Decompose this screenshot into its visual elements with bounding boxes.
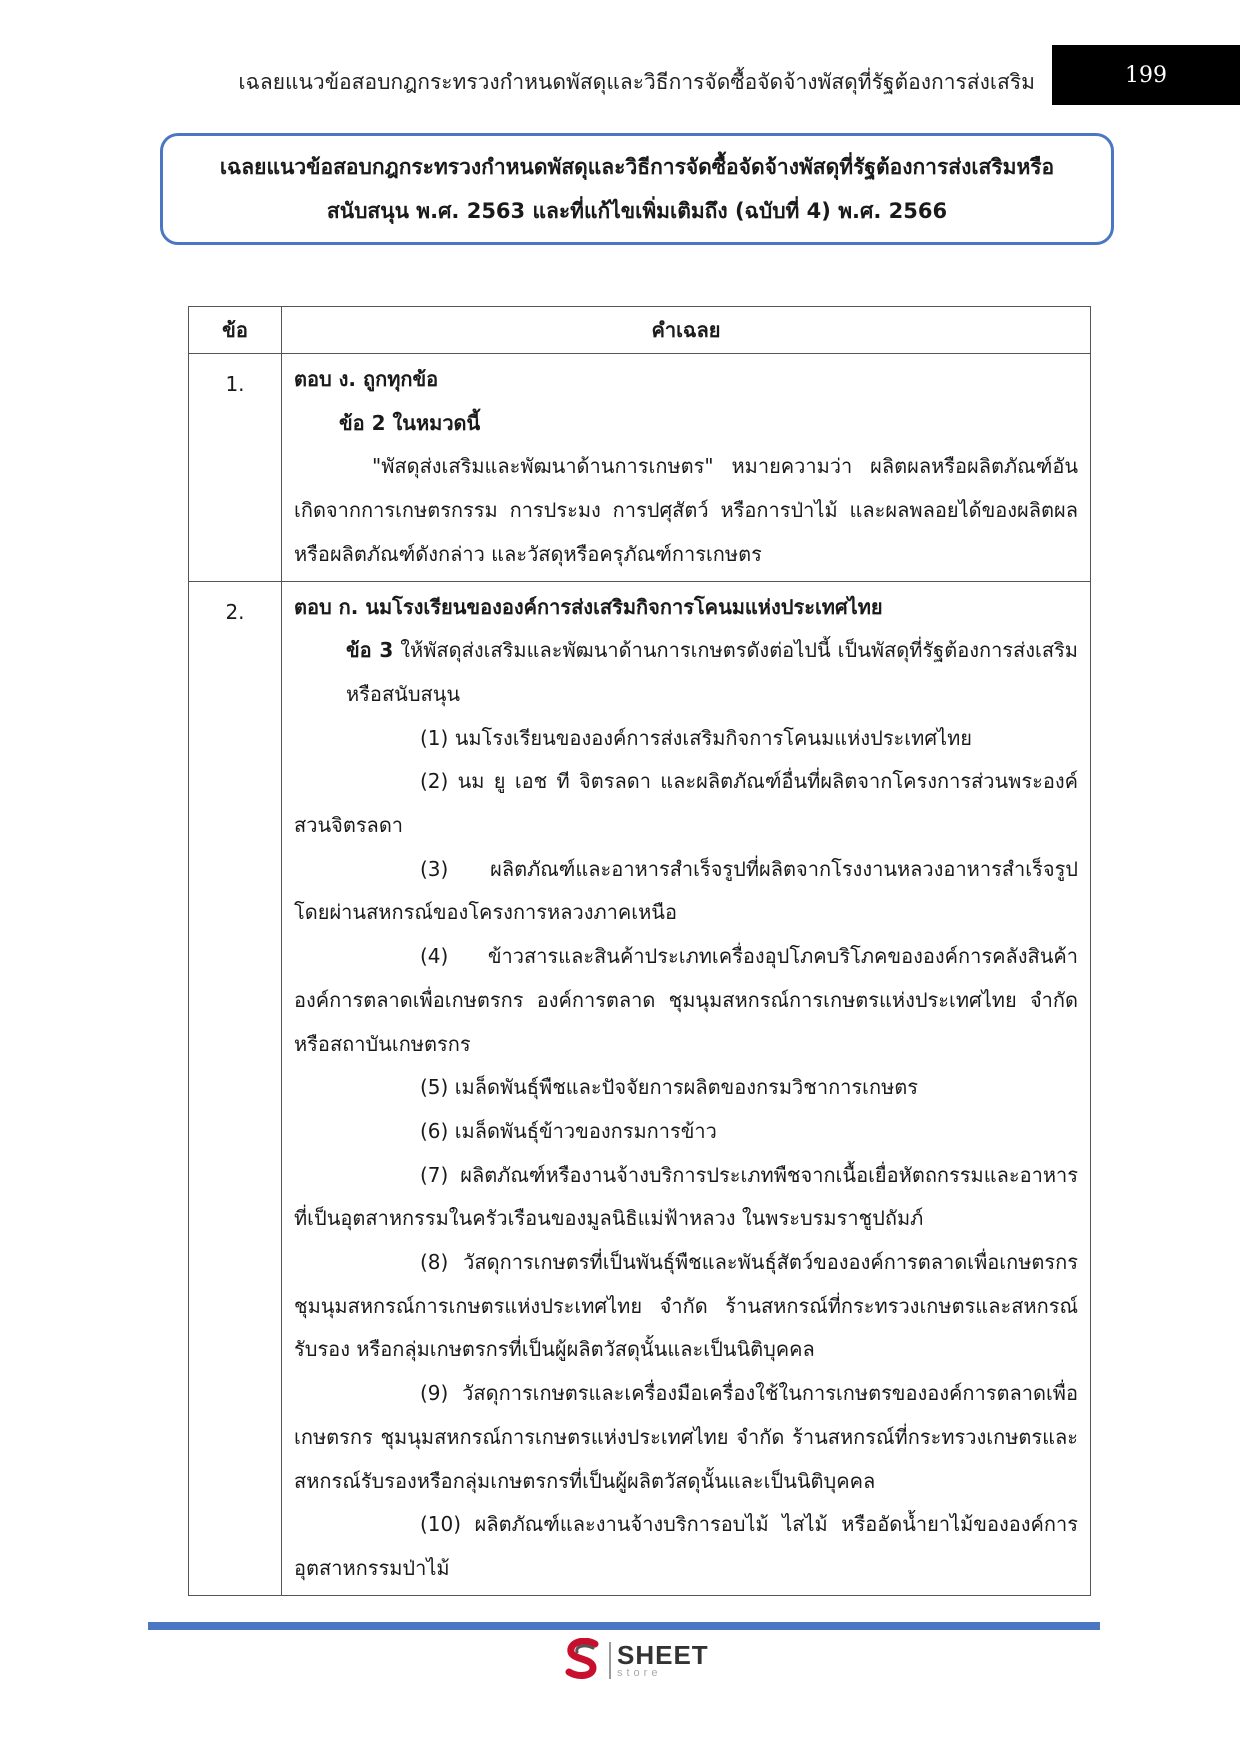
- sheet-store-logo: [563, 1635, 723, 1685]
- section-text: ข้อ 2 ในหมวดนี้: [339, 410, 481, 435]
- table-header-row: [189, 307, 1091, 354]
- answer-line: ตอบ ง. ถูกทุกข้อ: [294, 367, 439, 391]
- title-line-1: เฉลยแนวข้อสอบกฎกระทรวงกำหนดพัสดุและวิธีการจัดซื้อจัดจ้างพัสดุที่รัฐต้องการส่งเสริมหรือ: [219, 155, 1055, 179]
- title-line-2: สนับสนุน พ.ศ. 2563 และที่แก้ไขเพิ่มเติมถึง (ฉบับที่ 4) พ.ศ. 2566: [326, 199, 948, 223]
- list-item: (6) เมล็ดพันธุ์ข้าวของกรมการข้าว: [420, 1118, 717, 1143]
- row-number: 2.: [189, 581, 282, 1595]
- header-no: ข้อ: [189, 307, 282, 354]
- row-number: 1.: [189, 354, 282, 582]
- logo-text: [609, 1639, 709, 1679]
- paragraph: "พัสดุส่งเสริมและพัฒนาด้านการเกษตร" หมายความว่า ผลิตผลหรือผลิตภัณฑ์อันเกิดจากการเกษตรกรรม การประมง การปศุสัตว์ หรือการป่าไม้ และผลพลอยได้ของผลิตผลหรือผลิตภัณฑ์ดังกล่าว และวัสดุหรือครุภัณฑ์การเกษตร: [294, 454, 1078, 566]
- title-box: [160, 133, 1114, 245]
- answer-line: ตอบ ก. นมโรงเรียนขององค์การส่งเสริมกิจการโคนมแห่งประเทศไทย: [294, 594, 883, 619]
- table-row: [189, 354, 1091, 582]
- page-number: 199: [1052, 45, 1240, 105]
- list-item: (2) นม ยู เอช ที จิตรลดา และผลิตภัณฑ์อื่นที่ผลิตจากโครงการส่วนพระองค์สวนจิตรลดา: [294, 769, 1078, 838]
- header-answer: คำเฉลย: [282, 307, 1091, 354]
- running-header-title: เฉลยแนวข้อสอบกฎกระทรวงกำหนดพัสดุและวิธีการจัดซื้อจัดจ้างพัสดุที่รัฐต้องการส่งเสริม: [238, 70, 1035, 94]
- section-label: ข้อ 3: [346, 638, 394, 663]
- section-text: ให้พัสดุส่งเสริมและพัฒนาด้านการเกษตรดังต่อไปนี้ เป็นพัสดุที่รัฐต้องการส่งเสริมหรือสนับสนุน: [346, 638, 1078, 706]
- footer-rule: [148, 1622, 1100, 1630]
- list-item: (1) นมโรงเรียนขององค์การส่งเสริมกิจการโคนมแห่งประเทศไทย: [420, 725, 972, 750]
- list-item: (4) ข้าวสารและสินค้าประเภทเครื่องอุปโภคบริโภคขององค์การคลังสินค้า องค์การตลาดเพื่อเกษตรกร องค์การตลาด ชุมนุมสหกรณ์การเกษตรแห่งประเทศไทย จำกัด หรือสถาบันเกษตรกร: [294, 944, 1078, 1056]
- section-heading: [294, 402, 1078, 446]
- logo-word: SHEET: [617, 1639, 709, 1670]
- list-item: (9) วัสดุการเกษตรและเครื่องมือเครื่องใช้ในการเกษตรขององค์การตลาดเพื่อเกษตรกร ชุมนุมสหกรณ์การเกษตรแห่งประเทศไทย จำกัด ร้านสหกรณ์ที่กระทรวงเกษตรและสหกรณ์รับรองหรือกลุ่มเกษตรกรที่เป็นผู้ผลิตวัสดุนั้นและเป็นนิติบุคคล: [294, 1381, 1078, 1493]
- list-item: (5) เมล็ดพันธุ์พืชและปัจจัยการผลิตของกรมวิชาการเกษตร: [420, 1075, 919, 1100]
- row-answer-body: [282, 581, 1091, 1595]
- list-item: (10) ผลิตภัณฑ์และงานจ้างบริการอบไม้ ไสไม้ หรืออัดน้ำยาไม้ขององค์การอุตสาหกรรมป่าไม้: [294, 1512, 1078, 1580]
- section-paragraph: [294, 629, 1078, 716]
- table-row: [189, 581, 1091, 1595]
- list-item: (8) วัสดุการเกษตรที่เป็นพันธุ์พืชและพันธุ์สัตว์ขององค์การตลาดเพื่อเกษตรกร ชุมนุมสหกรณ์การเกษตรแห่งประเทศไทย จำกัด ร้านสหกรณ์ที่กระทรวงเกษตรและสหกรณ์รับรอง หรือกลุ่มเกษตรกรที่เป็นผู้ผลิตวัสดุนั้นและเป็นนิติบุคคล: [294, 1250, 1078, 1362]
- list-item: (3) ผลิตภัณฑ์และอาหารสำเร็จรูปที่ผลิตจากโรงงานหลวงอาหารสำเร็จรูปโดยผ่านสหกรณ์ของโครงการหลวงภาคเหนือ: [294, 856, 1078, 925]
- logo-sub: store: [617, 1666, 662, 1679]
- logo-s-icon: [563, 1638, 603, 1682]
- list-item: (7) ผลิตภัณฑ์หรืองานจ้างบริการประเภทพืชจากเนื้อเยื่อหัตถกรรมและอาหารที่เป็นอุตสาหกรรมในครัวเรือนของมูลนิธิแม่ฟ้าหลวง ในพระบรมราชูปถัมภ์: [294, 1162, 1078, 1231]
- answer-table: [188, 306, 1091, 1596]
- row-answer-body: [282, 354, 1091, 582]
